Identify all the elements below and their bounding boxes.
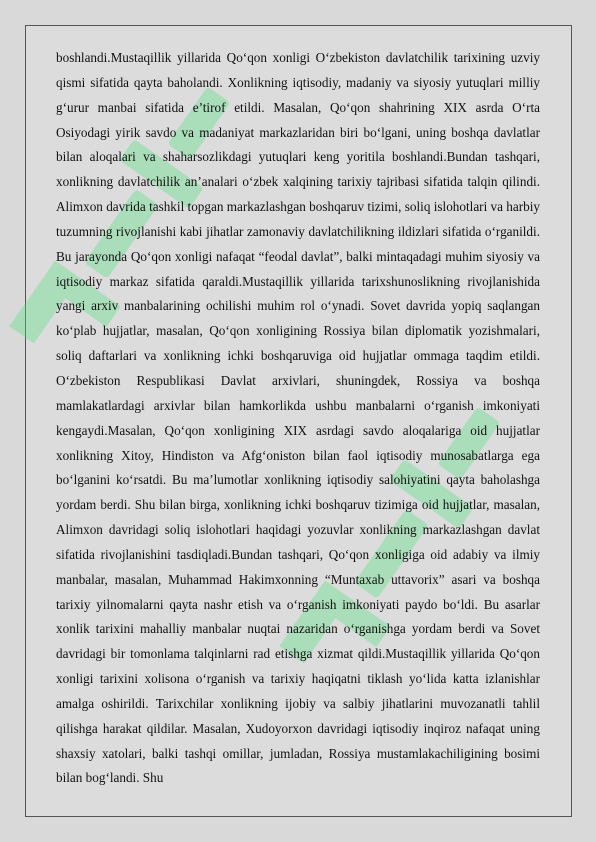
body-paragraph: boshlandi.Mustaqillik yillarida Qo‘qon xonligi O‘zbekiston davlatchilik tarixining uzviy qismi sifatida qayta baholandi. Xonlikning iqtisodiy, madaniy va siyosiy yutuqlari milliy g‘urur manbai sifatida e’tirof etildi. Masalan, Qo‘qon shahrining XIX asrda O‘rta Osiyodagi yirik savdo va madaniyat markazlaridan biri bo‘lgani, uning boshqa davlatlar bilan aloqalari va shaharsozlikdagi yutuqlari keng yoritila boshlandi.Bundan tashqari, xonlikning davlatchilik an’analari o‘zbek xalqining tarixiy tajribasi sifatida talqin qilindi. Alimxon davrida tashkil topgan markazlashgan boshqaruv tizimi, soliq islohotlari va harbiy tuzumning rivojlanishi kabi jihatlar zamonaviy davlatchilikning ildizlari sifatida o‘rganildi. Bu jarayonda Qo‘qon xonligi nafaqat “feodal davlat”, balki mintaqadagi muhim siyosiy va iqtisodiy markaz sifatida qaraldi.Mustaqillik yillarida tarixshunoslikning rivojlanishida yangi arxiv manbalarining ochilishi muhim rol o‘ynadi. Sovet davrida yopiq saqlangan ko‘plab hujjatlar, masalan, Qo‘qon xonligining Rossiya bilan diplomatik yozishmalari, soliq daftarlari va xonlikning ichki boshqaruviga oid hujjatlar ommaga taqdim etildi. O‘zbekiston Respublikasi Davlat arxivlari, shuningdek, Rossiya va boshqa mamlakatlardagi arxivlar bilan hamkorlikda ushbu manbalarni o‘rganish imkoniyati kengaydi.Masalan, Qo‘qon xonligining XIX asrdagi savdo aloqalariga oid hujjatlar xonlikning Xitoy, Hindiston va Afg‘oniston bilan faol iqtisodiy munosabatlarga ega bo‘lganini ko‘rsatdi. Bu ma’lumotlar xonlikning iqtisodiy salohiyatini qayta baholashga yordam berdi. Shu bilan birga, xonlikning ichki boshqaruv tizimiga oid hujjatlar, masalan, Alimxon davridagi soliq islohotlari haqidagi yozuvlar xonlikning markazlashgan davlat sifatida rivojlanishini tasdiqladi.Bundan tashqari, Qo‘qon xonligiga oid adabiy va ilmiy manbalar, masalan, Muhammad Hakimxonning “Muntaxab uttavorix” asari va boshqa tarixiy yilnomalarni qayta nashr etish va o‘rganish imkoniyati paydo bo‘ldi. Bu asarlar xonlik tarixini mahalliy manbalar nuqtai nazaridan o‘rganishga yordam berdi va Sovet davridagi bir tomonlama talqinlarni rad etishga xizmat qildi.Mustaqillik yillarida Qo‘qon xonligi tarixini xolisona o‘rganish va tarixiy haqiqatni tiklash yo‘lida katta izlanishlar amalga oshirildi. Tarixchilar xonlikning ijobiy va salbiy jihatlarini muvozanatli tahlil qilishga harakat qildilar. Masalan, Xudoyorxon davridagi iqtisodiy inqiroz nafaqat uning shaxsiy xatolari, balki tashqi omillar, jumladan, Rossiya mustamlakachiligining bosimi bilan bog‘landi. Shu — [56, 50, 540, 786]
